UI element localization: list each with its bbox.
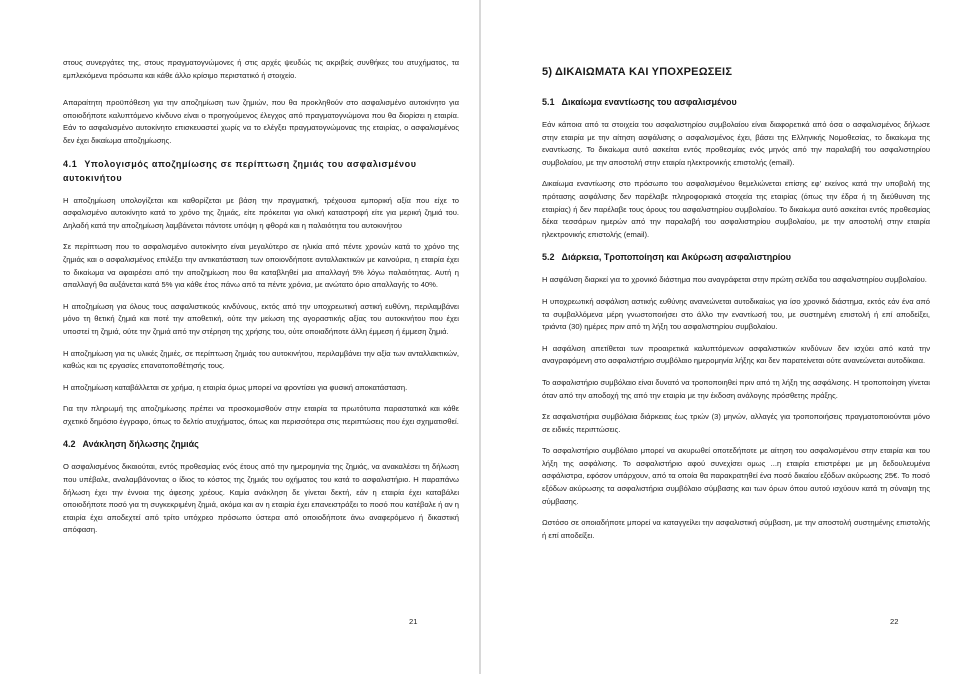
section-number: 4.2	[63, 439, 76, 450]
section-number: 4.1	[63, 158, 78, 169]
section-number: 5.2	[542, 252, 555, 263]
paragraph: στους συνεργάτες της, στους πραγματογνώμονες ή στις αρχές ψευδώς τις ακριβείς συνθήκες του ατυχήματος, τα εμπλεκόμενα πρόσωπα και κάθε άλλο κρίσιμο περιστατικό ή στοιχείο.	[63, 58, 459, 80]
section-title: Ανάκληση δήλωσης ζημιάς	[82, 439, 199, 450]
chapter-title: 5) ΔΙΚΑΙΩΜΑΤΑ ΚΑΙ ΥΠΟΧΡΕΩΣΕΙΣ	[542, 66, 733, 78]
paragraph: Εάν κάποια από τα στοιχεία του ασφαλιστηρίου συμβολαίου είναι διαφορετικά από όσα ο ασφαλισμένος δήλωσε στην εταιρία με την αίτηση ασφάλισης ο ασφαλισμένος έχει, βάσει της Ελληνικής Νομοθεσίας, το δικαίωμα της εναντίωσης. Το δικαίωμα αυτό ασκείται εντός προθεσμίας ενός μηνός από την παραλαβή του ασφαλιστηρίου συμβολαίου, με την αποστολή στην εταιρία ηλεκτρονικής επιστολής (email).	[542, 120, 930, 167]
page-number: 21	[409, 617, 418, 626]
paragraph: Η υποχρεωτική ασφάλιση αστικής ευθύνης ανανεώνεται αυτοδικαίως για ίσο χρονικό διάστημα, εκτός εάν ένα από τα συμβαλλόμενα μέρη γνωστοποιήσει στο άλλο την εναντίωσή του, με συστημένη επιστολή ή επί αποδείξει, τριάντα (30) ημέρες πριν από τη λήξη του ασφαλιστηρίου συμβολαίου.	[542, 296, 930, 332]
section-heading-5-2	[542, 250, 930, 264]
paragraph: Η αποζημίωση για τις υλικές ζημιές, σε περίπτωση ζημιάς του αυτοκινήτου, περιλαμβάνει την αξία των ανταλλακτικών, καθώς και τις εργασίες επανατοποθέτησής τους.	[63, 348, 459, 371]
section-number: 5.1	[542, 97, 555, 107]
paragraph: Η ασφάλιση διαρκεί για το χρονικό διάστημα που αναγράφεται στην πρώτη σελίδα του ασφαλιστηρίου συμβολαίου.	[542, 275, 927, 285]
paragraph: Το ασφαλιστήριο συμβόλαιο είναι δυνατό να τροποποιηθεί πριν από τη λήξη της ασφάλισης. Η τροποποίηση γίνεται όταν από την αποδοχή της από την εταιρία με την έκδοση ανάλογης πρόσθετης πράξης.	[542, 377, 930, 400]
paragraph: Για την πληρωμή της αποζημίωσης πρέπει να προσκομισθούν στην εταιρία τα πρωτότυπα παραστατικά και κάθε σχετικό δημόσιο έγγραφο, όπως το δελτίο ατυχήματος, όπως και περισσότερα στις περιπτώσεις που έχει σχηματισθεί.	[63, 404, 459, 426]
paragraph: Σε περίπτωση που το ασφαλισμένο αυτοκίνητο είναι μεγαλύτερο σε ηλικία από πέντε χρονών κατά το χρόνο της ζημιάς και ο ασφαλισμένος επιλέξει την αντικατάσταση των οποιονδήποτε ανταλλακτικών με καινούρια, η εταιρία έχει το δικαίωμα να αφαιρέσει από την αποζημίωση που θα καταβληθεί μια απαλλαγή 5% λόγω παλαιότητας. Αυτή η απαλλαγή θα αυξάνεται κατά 5% για κάθε έτος πάνω από τα πέντε χρόνια, με ανώτατο όριο απαλλαγής το 40%.	[63, 242, 459, 290]
page-left	[0, 0, 479, 674]
section-heading-5-1	[542, 95, 930, 109]
paragraph: Ωστόσο σε οποιαδήποτε μπορεί να καταγγείλει την ασφαλιστική σύμβαση, με την αποστολή συστημένης επιστολής ή επί αποδείξει.	[542, 518, 930, 540]
section-heading-4-2	[63, 437, 459, 451]
paragraph: Ο ασφαλισμένος δικαιούται, εντός προθεσμίας ενός έτους από την ημερομηνία της ζημιάς, να ανακαλέσει τη δήλωση που υπέβαλε, αναλαμβάνοντας ο ίδιος το κόστος της ζημιάς του οχήματος του κατά το ασφαλιστήριο. Η παραπάνω δήλωση έχει την έννοια της άφεσης χρέους. Καμία ανάκληση δε γίνεται δεκτή, εάν η εταιρία έχει καταβάλει οποιοδήποτε ποσό για τη συγκεκριμένη ζημιά, ακόμα και αν η εταιρία έχει επανειστράξει το ποσό που κατέβαλε ή αν η εταιρία έχει αποδεχτεί από τρίτο υπόχρεο πρόσωπο ύστερα από οποιοδήποτε άνω αναφερόμενο ή δικαστική απόφαση.	[63, 462, 459, 535]
page-right	[481, 0, 960, 674]
paragraph: Το ασφαλιστήριο συμβόλαιο μπορεί να ακυρωθεί οποτεδήποτε με αίτηση του ασφαλισμένου στην εταιρία και του λήξη της ασφάλισης. Το ασφαλιστήριο αφού συνεχίσει ομως ...η εταιρία επιστρέφει με μη δεδουλευμένα ασφάλιστρα, εφόσον υπάρχουν, από τα οποία θα παρακρατηθεί ένα ποσό δικαίου εξόδων ακύρωσης 25€. Το ποσό εξόδων ακύρωσης τα ασφαλιστήρια συμβόλαιο σύμβασης και των όρων όπου αυτού ισχύουν κατά τη σύναψη της σύμβασης.	[542, 446, 930, 506]
section-title: Διάρκεια, Τροποποίηση και Ακύρωση ασφαλιστηρίου	[561, 252, 792, 263]
paragraph: Σε ασφαλιστήρια συμβόλαια διάρκειας έως τριών (3) μηνών, αλλαγές για τροποποιήσεις πραγματοποιούνται μόνο σε ειδικές περιπτώσεις.	[542, 412, 930, 434]
paragraph: Η ασφάλιση απετίθεται των προαιρετικά καλυπτόμενων ασφαλιστικών κινδύνων δεν ισχύει από κατά την αναγραφόμενη στο ασφαλιστήριο συμβόλαιο ημερομηνία λήξης και δεν παρατείνεται ούτε ανανεώνεται αυτοδίκαια.	[542, 343, 930, 366]
section-heading-4-1	[63, 157, 459, 185]
page-number: 22	[890, 617, 899, 626]
paragraph: Η αποζημίωση για όλους τους ασφαλιστικούς κινδύνους, εκτός από την υποχρεωτική αστική ευθύνη, περιλαμβάνει μόνο τη θετική ζημιά και ποτέ την αποθετική, ούτε την μείωση της αγοραστικής αξίας του αυτοκινήτου που έχει υποστεί τη ζημιά, ούτε την ζημιά από την στέρηση της χρήσης του, ούτε οποιαδήποτε άλλη έμμεση ή έμμεση ζημιά.	[63, 301, 459, 336]
paragraph: Απαραίτητη προϋπόθεση για την αποζημίωση των ζημιών, που θα προκληθούν στο ασφαλισμένο αυτοκίνητο για οποιοδήποτε καλυπτόμενο κίνδυνο είναι ο προηγούμενος έλεγχος από πραγματογνώμονα που θα διορίσει η εταιρία. Εάν το ασφαλισμένο αυτοκίνητο επισκευαστεί χωρίς να το ελέγξει πραγματογνώμονας της εταιρίας, ο ασφαλισμένος δεν έχει δικαίωμα αποζημίωσης.	[63, 98, 459, 145]
paragraph: Η αποζημίωση υπολογίζεται και καθορίζεται με βάση την πραγματική, τρέχουσα εμπορική αξία που είχε το ασφαλισμένο αυτοκίνητο κατά το χρόνο της ζημιάς, είτε πρόκειται για ολική καταστροφή είτε για μερική ζημιά του. Δηλαδή κατά την αποζημίωση λαμβάνεται πάντοτε υπόψη η φθορά και η παλαιότητα του αυτοκινήτου	[63, 195, 459, 230]
section-title: Υπολογισμός αποζημίωσης σε περίπτωση ζημιάς του ασφαλισμένου αυτοκινήτου	[63, 158, 417, 183]
section-title: Δικαίωμα εναντίωσης του ασφαλισμένου	[561, 97, 737, 107]
paragraph: Η αποζημίωση καταβάλλεται σε χρήμα, η εταιρία όμως μπορεί να φροντίσει για φυσική αποκατάσταση.	[63, 382, 408, 392]
paragraph: Δικαίωμα εναντίωσης στο πρόσωπο του ασφαλισμένου θεμελιώνεται επίσης εφ' εκείνος κατά την υποβολή της πρότασης ασφάλισης δεν παρέλαβε πληροφοριακά στοιχεία της εταιρίας (όπως την έδρα ή τη διεύθυνση της εταιρίας) ή δεν παρέλαβε τους όρους του ασφαλιστηρίου συμβολαίου. Το δικαίωμα αυτό ασκείται εντός προθεσμίας δέκα τεσσάρων ημερών από την παραλαβή του ασφαλιστηρίου συμβολαίου, με την αποστολή στην εταιρία ηλεκτρονικής επιστολής (email).	[542, 179, 930, 239]
